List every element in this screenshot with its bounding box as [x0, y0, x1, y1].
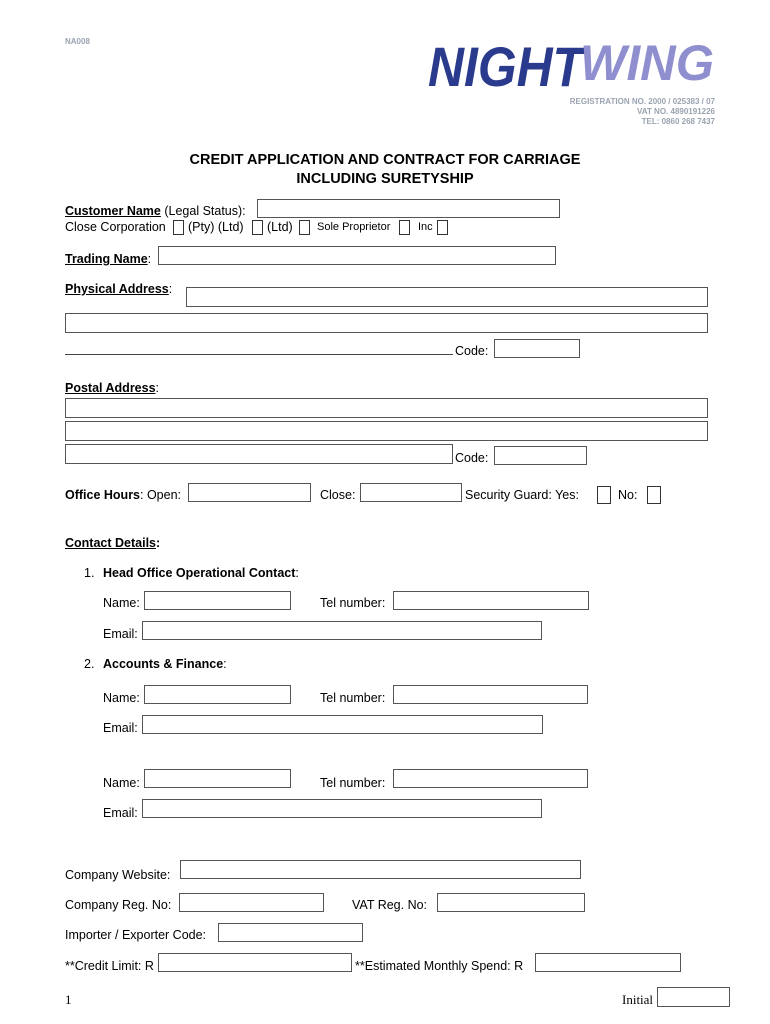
security-no-label: No: [618, 488, 638, 502]
accounts-number: 2. [84, 657, 95, 671]
accounts-row: Accounts & Finance: [103, 657, 227, 671]
security-guard-label: Security Guard: Yes: [465, 488, 579, 502]
postal-address-field-2[interactable] [65, 421, 708, 441]
trading-name-field[interactable] [158, 246, 556, 265]
vat-reg-field[interactable] [437, 893, 585, 912]
telephone-number: TEL: 0860 268 7437 [641, 117, 715, 126]
legal-status-label: (Legal Status): [160, 204, 246, 218]
importer-exporter-label: Importer / Exporter Code: [65, 928, 207, 942]
head-office-name-label: Name: [103, 596, 140, 610]
accounts-name-field[interactable] [144, 685, 291, 704]
customer-name-field[interactable] [257, 199, 560, 218]
head-office-tel-field[interactable] [393, 591, 589, 610]
trading-name-label: Trading Name [65, 252, 148, 266]
physical-code-label: Code: [455, 344, 489, 358]
ltd-checkbox[interactable] [299, 220, 310, 235]
registration-number: REGISTRATION NO. 2000 / 025383 / 07 [569, 97, 715, 106]
physical-address-label: Physical Address [65, 282, 169, 296]
head-office-row: Head Office Operational Contact: [103, 566, 299, 580]
form-code: NA008 [65, 37, 90, 46]
head-office-email-label: Email: [103, 627, 138, 641]
accounts-title: Accounts & Finance [103, 657, 224, 671]
page-number: 1 [65, 992, 72, 1007]
inc-label: Inc [418, 221, 433, 233]
ltd-label: (Ltd) [267, 220, 293, 234]
extra-name-label: Name: [103, 776, 140, 790]
company-reg-field[interactable] [179, 893, 324, 912]
sole-proprietor-label: Sole Proprietor [317, 221, 391, 233]
company-website-label: Company Website: [65, 868, 171, 882]
contact-colon: : [156, 536, 161, 550]
sole-proprietor-checkbox[interactable] [399, 220, 410, 235]
company-website-field[interactable] [180, 860, 581, 879]
extra-tel-field[interactable] [393, 769, 588, 788]
postal-address-field-3[interactable] [65, 444, 453, 464]
nightwing-logo-icon [428, 34, 716, 92]
security-no-checkbox[interactable] [647, 486, 661, 504]
contact-details-row [65, 537, 160, 550]
credit-limit-field[interactable] [158, 953, 352, 972]
vat-reg-label: VAT Reg. No: [352, 898, 428, 912]
head-office-title: Head Office Operational Contact [103, 566, 296, 580]
postal-colon: : [155, 381, 160, 395]
postal-address-field-1[interactable] [65, 398, 708, 418]
customer-name-label: Customer Name [65, 204, 161, 218]
extra-email-field[interactable] [142, 799, 542, 818]
pty-ltd-label: (Pty) (Ltd) [188, 220, 244, 234]
physical-colon: : [168, 282, 173, 296]
security-yes-checkbox[interactable] [597, 486, 611, 504]
pty-ltd-checkbox[interactable] [252, 220, 263, 235]
physical-address-field-2[interactable] [65, 313, 708, 333]
vat-number: VAT NO. 4890191226 [637, 107, 715, 116]
head-office-tel-label: Tel number: [320, 596, 386, 610]
close-corporation-label: Close Corporation [65, 220, 166, 234]
close-corporation-checkbox[interactable] [173, 220, 184, 235]
postal-address-row [65, 382, 159, 395]
svg-text:WING: WING [580, 35, 714, 91]
accounts-email-field[interactable] [142, 715, 543, 734]
trading-name-row [65, 253, 151, 266]
physical-address-row [65, 283, 172, 296]
form-title-line2: INCLUDING SURETYSHIP [296, 171, 474, 187]
office-hours-label: Office Hours [65, 488, 141, 502]
trading-colon: : [147, 252, 152, 266]
accounts-tel-field[interactable] [393, 685, 588, 704]
extra-email-label: Email: [103, 806, 138, 820]
close-label: Close: [320, 488, 356, 502]
monthly-spend-field[interactable] [535, 953, 681, 972]
extra-name-field[interactable] [144, 769, 291, 788]
postal-code-label: Code: [455, 451, 489, 465]
customer-name-row [65, 205, 246, 218]
office-hours-row [65, 489, 181, 502]
physical-address-line-3[interactable] [65, 354, 453, 355]
head-office-number: 1. [84, 566, 95, 580]
accounts-tel-label: Tel number: [320, 691, 386, 705]
svg-text:NIGHT: NIGHT [428, 35, 588, 92]
inc-checkbox[interactable] [437, 220, 448, 235]
office-close-field[interactable] [360, 483, 462, 502]
company-logo [428, 34, 716, 92]
accounts-name-label: Name: [103, 691, 140, 705]
contact-details-label: Contact Details [65, 536, 156, 550]
office-open-field[interactable] [188, 483, 311, 502]
initial-field[interactable] [657, 987, 730, 1007]
company-reg-label: Company Reg. No: [65, 898, 172, 912]
accounts-email-label: Email: [103, 721, 138, 735]
form-title-line1: CREDIT APPLICATION AND CONTRACT FOR CARRIAGE [189, 152, 581, 168]
postal-address-label: Postal Address [65, 381, 156, 395]
postal-code-field[interactable] [494, 446, 587, 465]
credit-limit-label: **Credit Limit: R [65, 959, 154, 973]
monthly-spend-label: **Estimated Monthly Spend: R [355, 959, 524, 973]
initial-label: Initial [622, 992, 654, 1007]
head-office-email-field[interactable] [142, 621, 542, 640]
importer-exporter-field[interactable] [218, 923, 363, 942]
company-registration-block [480, 97, 715, 127]
open-label: : Open: [140, 488, 182, 502]
extra-tel-label: Tel number: [320, 776, 386, 790]
physical-address-field-1[interactable] [186, 287, 708, 307]
head-office-name-field[interactable] [144, 591, 291, 610]
physical-code-field[interactable] [494, 339, 580, 358]
